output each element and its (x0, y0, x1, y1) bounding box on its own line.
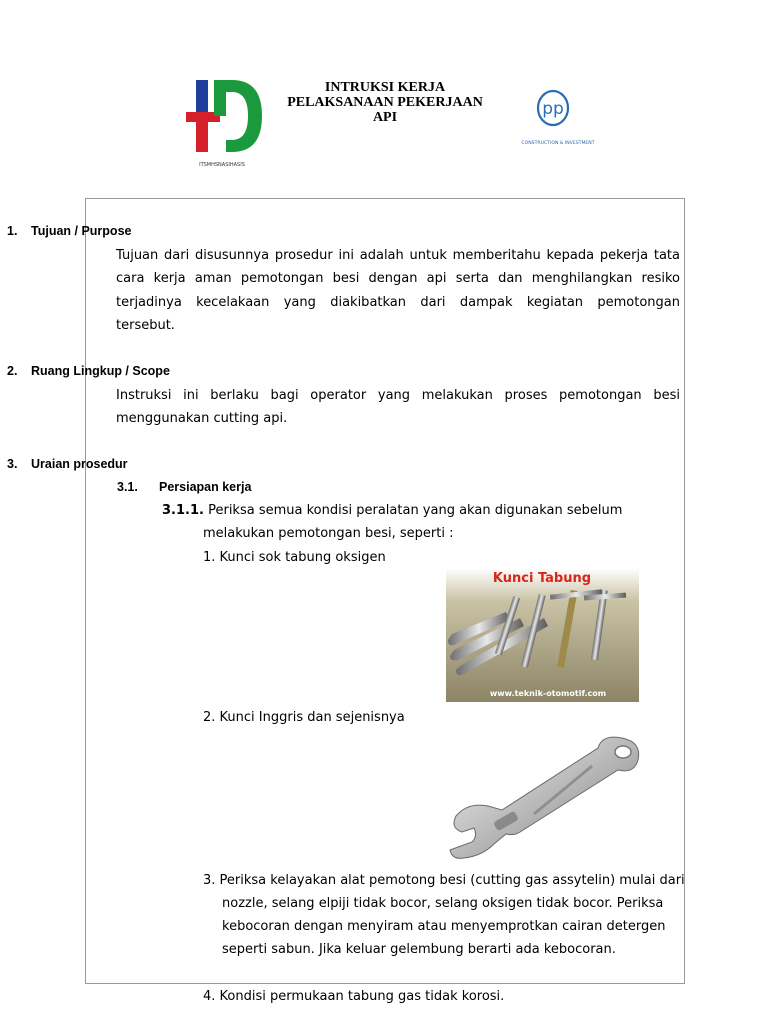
left-logo-caption: ITSMHSNASIHASIS (199, 162, 245, 168)
title-line-1: INTRUKSI KERJA (324, 80, 446, 95)
kunci-tabung-caption: www.teknik-otomotif.com (489, 689, 607, 698)
section-2-title: Ruang Lingkup / Scope (31, 364, 170, 378)
list-item-4: 4. Kondisi permukaan tabung gas tidak korosi. (203, 989, 505, 1004)
subsection-3-1-title: Persiapan kerja (159, 480, 252, 494)
kunci-tabung-image (446, 568, 639, 702)
section-2-line-1: Instruksi ini berlaku bagi operator yang melakukan proses pemotongan besi (116, 388, 680, 403)
kunci-tabung-title: Kunci Tabung (492, 571, 592, 586)
item-3-1-1-line-2: melakukan pemotongan besi, seperti : (203, 526, 454, 541)
item-3-1-1-number: 3.1.1. (162, 503, 204, 518)
company-logo-left (186, 72, 274, 174)
section-2-line-2: menggunakan cutting api. (116, 411, 288, 427)
list-item-1: 1. Kunci sok tabung oksigen (203, 550, 386, 565)
list-item-3-line-2: nozzle, selang elpiji tidak bocor, selang oksigen tidak bocor. Periksa (222, 896, 664, 911)
list-item-3-line-3: kebocoran dengan menyiram atau menyemprotkan cairan detergen (222, 919, 666, 934)
section-2-number: 2. (7, 364, 18, 378)
section-1-line-2: cara kerja aman pemotongan besi dengan api serta dan menghilangkan resiko (116, 271, 680, 287)
item-3-1-1-text: Periksa semua kondisi peralatan yang akan digunakan sebelum (208, 503, 623, 518)
section-1-number: 1. (7, 224, 18, 238)
section-1-line-1: Tujuan dari disusunnya prosedur ini adalah untuk memberitahu kepada pekerja tata (116, 248, 680, 263)
document-title (280, 80, 490, 125)
subsection-3-1-number: 3.1. (117, 480, 138, 494)
list-item-3-line-4: seperti sabun. Jika keluar gelembung berarti ada kebocoran. (222, 942, 616, 957)
section-1-line-3: terjadinya kecelakaan yang diakibatkan dari dampak kegiatan pemotongan (116, 294, 680, 310)
section-1-body (116, 244, 680, 337)
list-item-3-line-1: 3. Periksa kelayakan alat pemotong besi (cutting gas assytelin) mulai dari (203, 873, 685, 888)
list-item-2: 2. Kunci Inggris dan sejenisnya (203, 710, 405, 725)
section-1-line-4: tersebut. (116, 317, 175, 333)
section-1-title: Tujuan / Purpose (31, 224, 132, 238)
title-line-3: API (372, 110, 398, 125)
pp-logo-text: pp (542, 99, 564, 119)
adjustable-wrench-image (442, 732, 647, 866)
document-header (0, 0, 768, 190)
section-3-number: 3. (7, 457, 18, 471)
section-3-title: Uraian prosedur (31, 457, 128, 471)
pp-logo-caption: CONSTRUCTION & INVESTMENT (521, 141, 595, 146)
item-3-1-1-line-1 (162, 499, 622, 522)
title-line-2: PELAKSANAAN PEKERJAAN (287, 95, 483, 110)
pp-logo (512, 84, 608, 154)
section-2-body (116, 384, 680, 431)
